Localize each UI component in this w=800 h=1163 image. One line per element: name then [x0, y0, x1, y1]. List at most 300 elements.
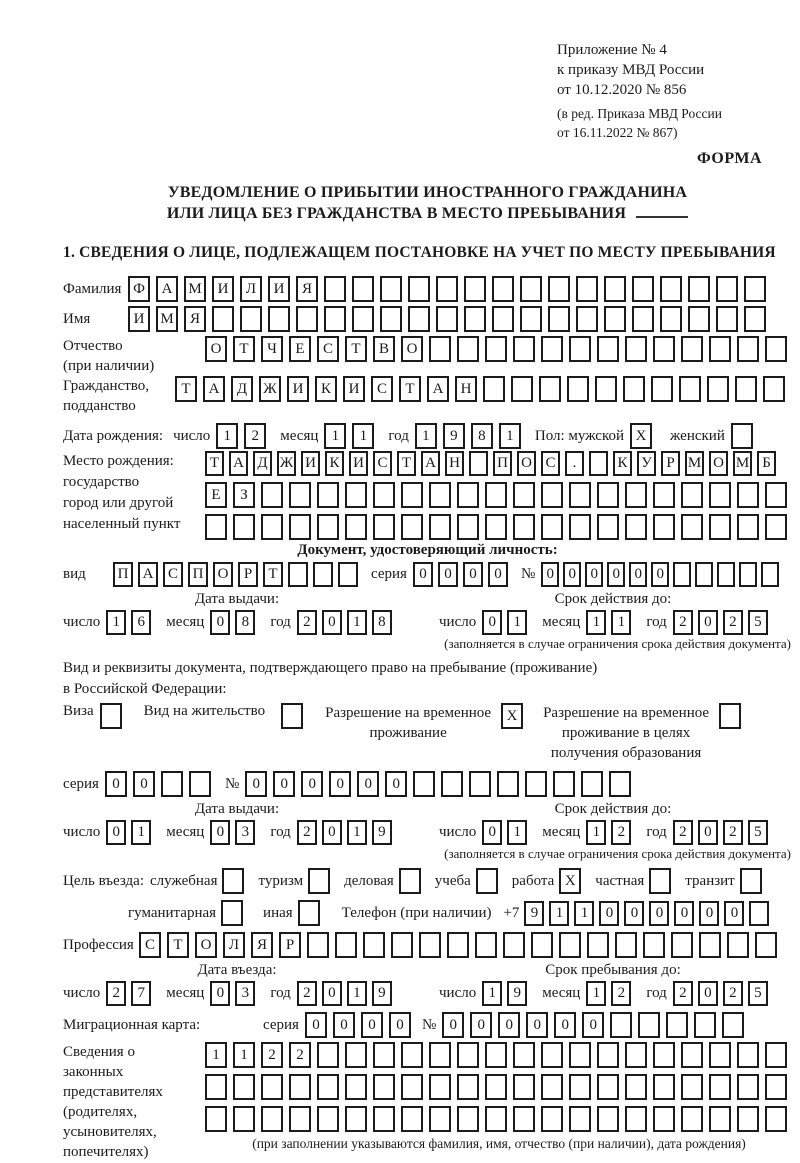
char-cell[interactable]	[653, 482, 675, 508]
char-cell[interactable]	[709, 482, 731, 508]
char-cell[interactable]: 1	[347, 981, 367, 1006]
char-cell[interactable]	[429, 336, 451, 362]
char-cell[interactable]: 0	[699, 901, 719, 926]
char-cell[interactable]: 0	[488, 562, 508, 587]
char-cell[interactable]: 0	[526, 1012, 548, 1038]
char-cell[interactable]	[709, 1042, 731, 1068]
profession-cells[interactable]	[139, 932, 783, 958]
char-cell[interactable]: 1	[507, 610, 527, 635]
purpose-humanitarian-checkbox[interactable]	[221, 900, 249, 926]
char-cell[interactable]	[513, 1106, 535, 1132]
char-cell[interactable]	[401, 482, 423, 508]
char-cell[interactable]: С	[541, 451, 560, 476]
char-cell[interactable]: Л	[223, 932, 245, 958]
char-cell[interactable]: 3	[235, 820, 255, 845]
birth-place-line2-cells[interactable]	[205, 482, 793, 508]
char-cell[interactable]	[261, 1074, 283, 1100]
char-cell[interactable]	[735, 376, 757, 402]
stay-until-year-cells[interactable]	[673, 981, 773, 1006]
migration-card-series-cells[interactable]	[305, 1012, 417, 1038]
char-cell[interactable]	[485, 1042, 507, 1068]
char-cell[interactable]	[391, 932, 413, 958]
char-cell[interactable]: 1	[586, 981, 606, 1006]
char-cell[interactable]	[597, 482, 619, 508]
char-cell[interactable]: А	[427, 376, 449, 402]
char-cell[interactable]: 2	[297, 820, 317, 845]
char-cell[interactable]: 1	[482, 981, 502, 1006]
char-cell[interactable]	[308, 868, 330, 894]
char-cell[interactable]	[649, 868, 671, 894]
char-cell[interactable]: Т	[399, 376, 421, 402]
char-cell[interactable]: 0	[361, 1012, 383, 1038]
char-cell[interactable]: 0	[724, 901, 744, 926]
char-cell[interactable]	[569, 1042, 591, 1068]
char-cell[interactable]: 0	[438, 562, 458, 587]
char-cell[interactable]	[660, 306, 682, 332]
char-cell[interactable]: 0	[210, 981, 230, 1006]
id-doc-series-cells[interactable]	[413, 562, 513, 587]
char-cell[interactable]	[625, 482, 647, 508]
char-cell[interactable]	[436, 276, 458, 302]
char-cell[interactable]	[205, 1106, 227, 1132]
char-cell[interactable]: З	[233, 482, 255, 508]
char-cell[interactable]	[298, 900, 320, 926]
char-cell[interactable]	[740, 868, 762, 894]
char-cell[interactable]	[653, 1106, 675, 1132]
char-cell[interactable]: 1	[352, 423, 374, 449]
char-cell[interactable]: Р	[661, 451, 680, 476]
temp-residence-checkbox[interactable]	[501, 703, 529, 729]
char-cell[interactable]: 1	[106, 610, 126, 635]
char-cell[interactable]: 0	[629, 562, 647, 587]
char-cell[interactable]	[638, 1012, 660, 1038]
char-cell[interactable]: Ж	[277, 451, 296, 476]
char-cell[interactable]: 0	[273, 771, 295, 797]
id-doc-number-cells[interactable]	[541, 562, 783, 587]
char-cell[interactable]: 8	[235, 610, 255, 635]
char-cell[interactable]: Е	[289, 336, 311, 362]
char-cell[interactable]	[457, 1074, 479, 1100]
char-cell[interactable]	[589, 451, 608, 476]
char-cell[interactable]	[469, 771, 491, 797]
char-cell[interactable]	[492, 306, 514, 332]
char-cell[interactable]: 5	[748, 820, 768, 845]
char-cell[interactable]	[699, 932, 721, 958]
char-cell[interactable]: 2	[106, 981, 126, 1006]
char-cell[interactable]	[576, 306, 598, 332]
char-cell[interactable]	[352, 306, 374, 332]
char-cell[interactable]	[653, 1042, 675, 1068]
char-cell[interactable]	[419, 932, 441, 958]
purpose-study-checkbox[interactable]	[476, 868, 504, 894]
char-cell[interactable]: 5	[748, 981, 768, 1006]
char-cell[interactable]: 1	[131, 820, 151, 845]
char-cell[interactable]	[765, 1074, 787, 1100]
char-cell[interactable]	[737, 336, 759, 362]
char-cell[interactable]	[457, 514, 479, 540]
id-expiry-year-cells[interactable]	[673, 610, 773, 635]
char-cell[interactable]: П	[113, 562, 133, 587]
char-cell[interactable]	[541, 514, 563, 540]
char-cell[interactable]: 0	[329, 771, 351, 797]
char-cell[interactable]: 1	[549, 901, 569, 926]
char-cell[interactable]: Ж	[259, 376, 281, 402]
char-cell[interactable]	[485, 1106, 507, 1132]
char-cell[interactable]	[233, 1106, 255, 1132]
char-cell[interactable]	[233, 514, 255, 540]
char-cell[interactable]: А	[138, 562, 158, 587]
char-cell[interactable]	[345, 1042, 367, 1068]
char-cell[interactable]	[737, 1042, 759, 1068]
char-cell[interactable]: К	[613, 451, 632, 476]
char-cell[interactable]	[595, 376, 617, 402]
char-cell[interactable]	[739, 562, 757, 587]
char-cell[interactable]	[541, 1074, 563, 1100]
char-cell[interactable]: 0	[105, 771, 127, 797]
char-cell[interactable]: 9	[443, 423, 465, 449]
char-cell[interactable]	[615, 932, 637, 958]
char-cell[interactable]	[520, 276, 542, 302]
char-cell[interactable]: 0	[413, 562, 433, 587]
char-cell[interactable]	[765, 482, 787, 508]
char-cell[interactable]	[610, 1012, 632, 1038]
entry-year-cells[interactable]	[297, 981, 397, 1006]
char-cell[interactable]: 1	[574, 901, 594, 926]
char-cell[interactable]	[569, 336, 591, 362]
char-cell[interactable]	[352, 276, 374, 302]
char-cell[interactable]	[731, 423, 753, 449]
char-cell[interactable]	[429, 1042, 451, 1068]
char-cell[interactable]: 0	[698, 610, 718, 635]
char-cell[interactable]	[765, 1042, 787, 1068]
char-cell[interactable]	[597, 1106, 619, 1132]
purpose-other-checkbox[interactable]	[298, 900, 326, 926]
char-cell[interactable]: 0	[106, 820, 126, 845]
char-cell[interactable]	[632, 306, 654, 332]
char-cell[interactable]	[485, 1074, 507, 1100]
char-cell[interactable]	[345, 1074, 367, 1100]
stay-issue-month-cells[interactable]	[210, 820, 260, 845]
char-cell[interactable]	[161, 771, 183, 797]
char-cell[interactable]	[688, 306, 710, 332]
char-cell[interactable]	[541, 1106, 563, 1132]
char-cell[interactable]: И	[301, 451, 320, 476]
char-cell[interactable]	[717, 562, 735, 587]
char-cell[interactable]	[623, 376, 645, 402]
char-cell[interactable]	[363, 932, 385, 958]
char-cell[interactable]: И	[212, 276, 234, 302]
char-cell[interactable]	[317, 1042, 339, 1068]
char-cell[interactable]: .	[565, 451, 584, 476]
temp-residence-edu-checkbox[interactable]	[719, 703, 747, 729]
char-cell[interactable]	[503, 932, 525, 958]
char-cell[interactable]	[548, 306, 570, 332]
char-cell[interactable]: 0	[554, 1012, 576, 1038]
char-cell[interactable]	[597, 336, 619, 362]
char-cell[interactable]	[553, 771, 575, 797]
char-cell[interactable]: К	[315, 376, 337, 402]
char-cell[interactable]: 2	[611, 981, 631, 1006]
char-cell[interactable]: 0	[498, 1012, 520, 1038]
char-cell[interactable]: В	[373, 336, 395, 362]
char-cell[interactable]	[457, 482, 479, 508]
char-cell[interactable]: 1	[499, 423, 521, 449]
char-cell[interactable]	[569, 1106, 591, 1132]
char-cell[interactable]	[288, 562, 308, 587]
char-cell[interactable]	[335, 932, 357, 958]
char-cell[interactable]: 0	[698, 981, 718, 1006]
char-cell[interactable]: 2	[244, 423, 266, 449]
stay-expiry-year-cells[interactable]	[673, 820, 773, 845]
purpose-business-checkbox[interactable]	[399, 868, 427, 894]
char-cell[interactable]	[464, 306, 486, 332]
char-cell[interactable]: X	[630, 423, 652, 449]
char-cell[interactable]	[447, 932, 469, 958]
char-cell[interactable]	[681, 336, 703, 362]
char-cell[interactable]	[492, 276, 514, 302]
char-cell[interactable]: Л	[240, 276, 262, 302]
char-cell[interactable]: 2	[297, 610, 317, 635]
char-cell[interactable]	[531, 932, 553, 958]
char-cell[interactable]	[408, 276, 430, 302]
char-cell[interactable]: 0	[357, 771, 379, 797]
char-cell[interactable]: С	[371, 376, 393, 402]
char-cell[interactable]	[205, 1074, 227, 1100]
char-cell[interactable]: Р	[238, 562, 258, 587]
char-cell[interactable]	[541, 1042, 563, 1068]
char-cell[interactable]: С	[317, 336, 339, 362]
char-cell[interactable]: Т	[175, 376, 197, 402]
citizenship-cells[interactable]	[175, 376, 791, 402]
char-cell[interactable]	[261, 514, 283, 540]
char-cell[interactable]: 2	[723, 981, 743, 1006]
purpose-work-checkbox[interactable]	[559, 868, 587, 894]
char-cell[interactable]	[317, 482, 339, 508]
char-cell[interactable]: Т	[167, 932, 189, 958]
char-cell[interactable]	[709, 1074, 731, 1100]
char-cell[interactable]	[289, 1074, 311, 1100]
char-cell[interactable]	[604, 276, 626, 302]
char-cell[interactable]: И	[128, 306, 150, 332]
char-cell[interactable]	[695, 562, 713, 587]
char-cell[interactable]: 0	[651, 562, 669, 587]
legal-reps-row2-cells[interactable]	[205, 1074, 793, 1100]
char-cell[interactable]: 9	[372, 820, 392, 845]
char-cell[interactable]: М	[685, 451, 704, 476]
char-cell[interactable]: О	[205, 336, 227, 362]
char-cell[interactable]	[709, 514, 731, 540]
char-cell[interactable]	[457, 336, 479, 362]
char-cell[interactable]	[707, 376, 729, 402]
char-cell[interactable]	[539, 376, 561, 402]
char-cell[interactable]	[694, 1012, 716, 1038]
char-cell[interactable]	[212, 306, 234, 332]
char-cell[interactable]	[761, 562, 779, 587]
char-cell[interactable]	[569, 482, 591, 508]
char-cell[interactable]: П	[188, 562, 208, 587]
char-cell[interactable]	[373, 482, 395, 508]
surname-cells[interactable]	[128, 276, 772, 302]
char-cell[interactable]	[653, 514, 675, 540]
id-expiry-day-cells[interactable]	[482, 610, 532, 635]
char-cell[interactable]: 0	[470, 1012, 492, 1038]
char-cell[interactable]: 0	[305, 1012, 327, 1038]
char-cell[interactable]: М	[184, 276, 206, 302]
char-cell[interactable]	[632, 276, 654, 302]
char-cell[interactable]	[345, 482, 367, 508]
char-cell[interactable]	[679, 376, 701, 402]
char-cell[interactable]	[345, 514, 367, 540]
char-cell[interactable]	[737, 514, 759, 540]
char-cell[interactable]	[324, 276, 346, 302]
char-cell[interactable]: 9	[524, 901, 544, 926]
char-cell[interactable]: Н	[455, 376, 477, 402]
char-cell[interactable]	[765, 336, 787, 362]
char-cell[interactable]	[666, 1012, 688, 1038]
char-cell[interactable]: 2	[297, 981, 317, 1006]
char-cell[interactable]: Д	[253, 451, 272, 476]
char-cell[interactable]: Т	[233, 336, 255, 362]
char-cell[interactable]: 2	[723, 820, 743, 845]
char-cell[interactable]: 0	[599, 901, 619, 926]
phone-cells[interactable]	[524, 901, 774, 926]
char-cell[interactable]: 3	[235, 981, 255, 1006]
char-cell[interactable]	[205, 514, 227, 540]
stay-doc-number-cells[interactable]	[245, 771, 637, 797]
char-cell[interactable]	[719, 703, 741, 729]
char-cell[interactable]	[581, 771, 603, 797]
char-cell[interactable]: П	[493, 451, 512, 476]
char-cell[interactable]	[373, 1106, 395, 1132]
char-cell[interactable]: О	[401, 336, 423, 362]
char-cell[interactable]	[737, 1074, 759, 1100]
char-cell[interactable]	[681, 482, 703, 508]
char-cell[interactable]	[597, 1042, 619, 1068]
birth-place-line3-cells[interactable]	[205, 514, 793, 540]
char-cell[interactable]: 0	[582, 1012, 604, 1038]
char-cell[interactable]	[373, 1042, 395, 1068]
char-cell[interactable]	[625, 1106, 647, 1132]
char-cell[interactable]: 5	[748, 610, 768, 635]
char-cell[interactable]	[436, 306, 458, 332]
birth-month-cells[interactable]	[324, 423, 380, 449]
male-checkbox[interactable]	[630, 423, 658, 449]
char-cell[interactable]	[567, 376, 589, 402]
char-cell[interactable]: М	[156, 306, 178, 332]
char-cell[interactable]: X	[559, 868, 581, 894]
char-cell[interactable]: 2	[261, 1042, 283, 1068]
char-cell[interactable]	[281, 703, 303, 729]
char-cell[interactable]	[625, 1074, 647, 1100]
char-cell[interactable]	[625, 1042, 647, 1068]
char-cell[interactable]	[749, 901, 769, 926]
char-cell[interactable]	[513, 482, 535, 508]
char-cell[interactable]: 8	[372, 610, 392, 635]
char-cell[interactable]	[671, 932, 693, 958]
char-cell[interactable]: 0	[541, 562, 559, 587]
char-cell[interactable]	[317, 1074, 339, 1100]
char-cell[interactable]	[681, 1042, 703, 1068]
char-cell[interactable]	[221, 900, 243, 926]
char-cell[interactable]	[401, 1042, 423, 1068]
id-issue-month-cells[interactable]	[210, 610, 260, 635]
char-cell[interactable]: 0	[389, 1012, 411, 1038]
char-cell[interactable]	[548, 276, 570, 302]
char-cell[interactable]	[401, 514, 423, 540]
stay-issue-day-cells[interactable]	[106, 820, 156, 845]
char-cell[interactable]	[716, 276, 738, 302]
char-cell[interactable]	[457, 1106, 479, 1132]
char-cell[interactable]	[373, 1074, 395, 1100]
char-cell[interactable]	[100, 703, 122, 729]
char-cell[interactable]: 1	[415, 423, 437, 449]
char-cell[interactable]: 1	[233, 1042, 255, 1068]
char-cell[interactable]	[660, 276, 682, 302]
char-cell[interactable]	[313, 562, 333, 587]
char-cell[interactable]	[289, 514, 311, 540]
char-cell[interactable]	[429, 482, 451, 508]
char-cell[interactable]: 1	[586, 820, 606, 845]
char-cell[interactable]	[222, 868, 244, 894]
char-cell[interactable]	[483, 376, 505, 402]
char-cell[interactable]	[233, 1074, 255, 1100]
char-cell[interactable]	[597, 514, 619, 540]
char-cell[interactable]: 0	[624, 901, 644, 926]
char-cell[interactable]	[737, 482, 759, 508]
char-cell[interactable]	[429, 514, 451, 540]
char-cell[interactable]: Д	[231, 376, 253, 402]
char-cell[interactable]	[716, 306, 738, 332]
char-cell[interactable]	[399, 868, 421, 894]
char-cell[interactable]	[709, 336, 731, 362]
char-cell[interactable]	[429, 1106, 451, 1132]
char-cell[interactable]	[722, 1012, 744, 1038]
char-cell[interactable]: А	[203, 376, 225, 402]
stay-until-month-cells[interactable]	[586, 981, 636, 1006]
char-cell[interactable]: 0	[385, 771, 407, 797]
char-cell[interactable]	[485, 336, 507, 362]
char-cell[interactable]	[345, 1106, 367, 1132]
char-cell[interactable]	[569, 1074, 591, 1100]
char-cell[interactable]	[429, 1074, 451, 1100]
char-cell[interactable]	[681, 1074, 703, 1100]
char-cell[interactable]: Е	[205, 482, 227, 508]
char-cell[interactable]: 0	[210, 820, 230, 845]
char-cell[interactable]	[737, 1106, 759, 1132]
stay-expiry-month-cells[interactable]	[586, 820, 636, 845]
migration-card-number-cells[interactable]	[442, 1012, 750, 1038]
id-issue-day-cells[interactable]	[106, 610, 156, 635]
char-cell[interactable]	[475, 932, 497, 958]
char-cell[interactable]: 0	[210, 610, 230, 635]
char-cell[interactable]: Т	[345, 336, 367, 362]
char-cell[interactable]: 2	[673, 610, 693, 635]
char-cell[interactable]: 1	[586, 610, 606, 635]
char-cell[interactable]: 0	[301, 771, 323, 797]
char-cell[interactable]	[513, 514, 535, 540]
char-cell[interactable]: Я	[251, 932, 273, 958]
purpose-official-checkbox[interactable]	[222, 868, 250, 894]
char-cell[interactable]	[609, 771, 631, 797]
char-cell[interactable]	[380, 276, 402, 302]
char-cell[interactable]	[240, 306, 262, 332]
char-cell[interactable]: О	[195, 932, 217, 958]
char-cell[interactable]	[653, 336, 675, 362]
char-cell[interactable]: Т	[397, 451, 416, 476]
char-cell[interactable]: Ч	[261, 336, 283, 362]
char-cell[interactable]: 0	[322, 820, 342, 845]
char-cell[interactable]: 0	[442, 1012, 464, 1038]
